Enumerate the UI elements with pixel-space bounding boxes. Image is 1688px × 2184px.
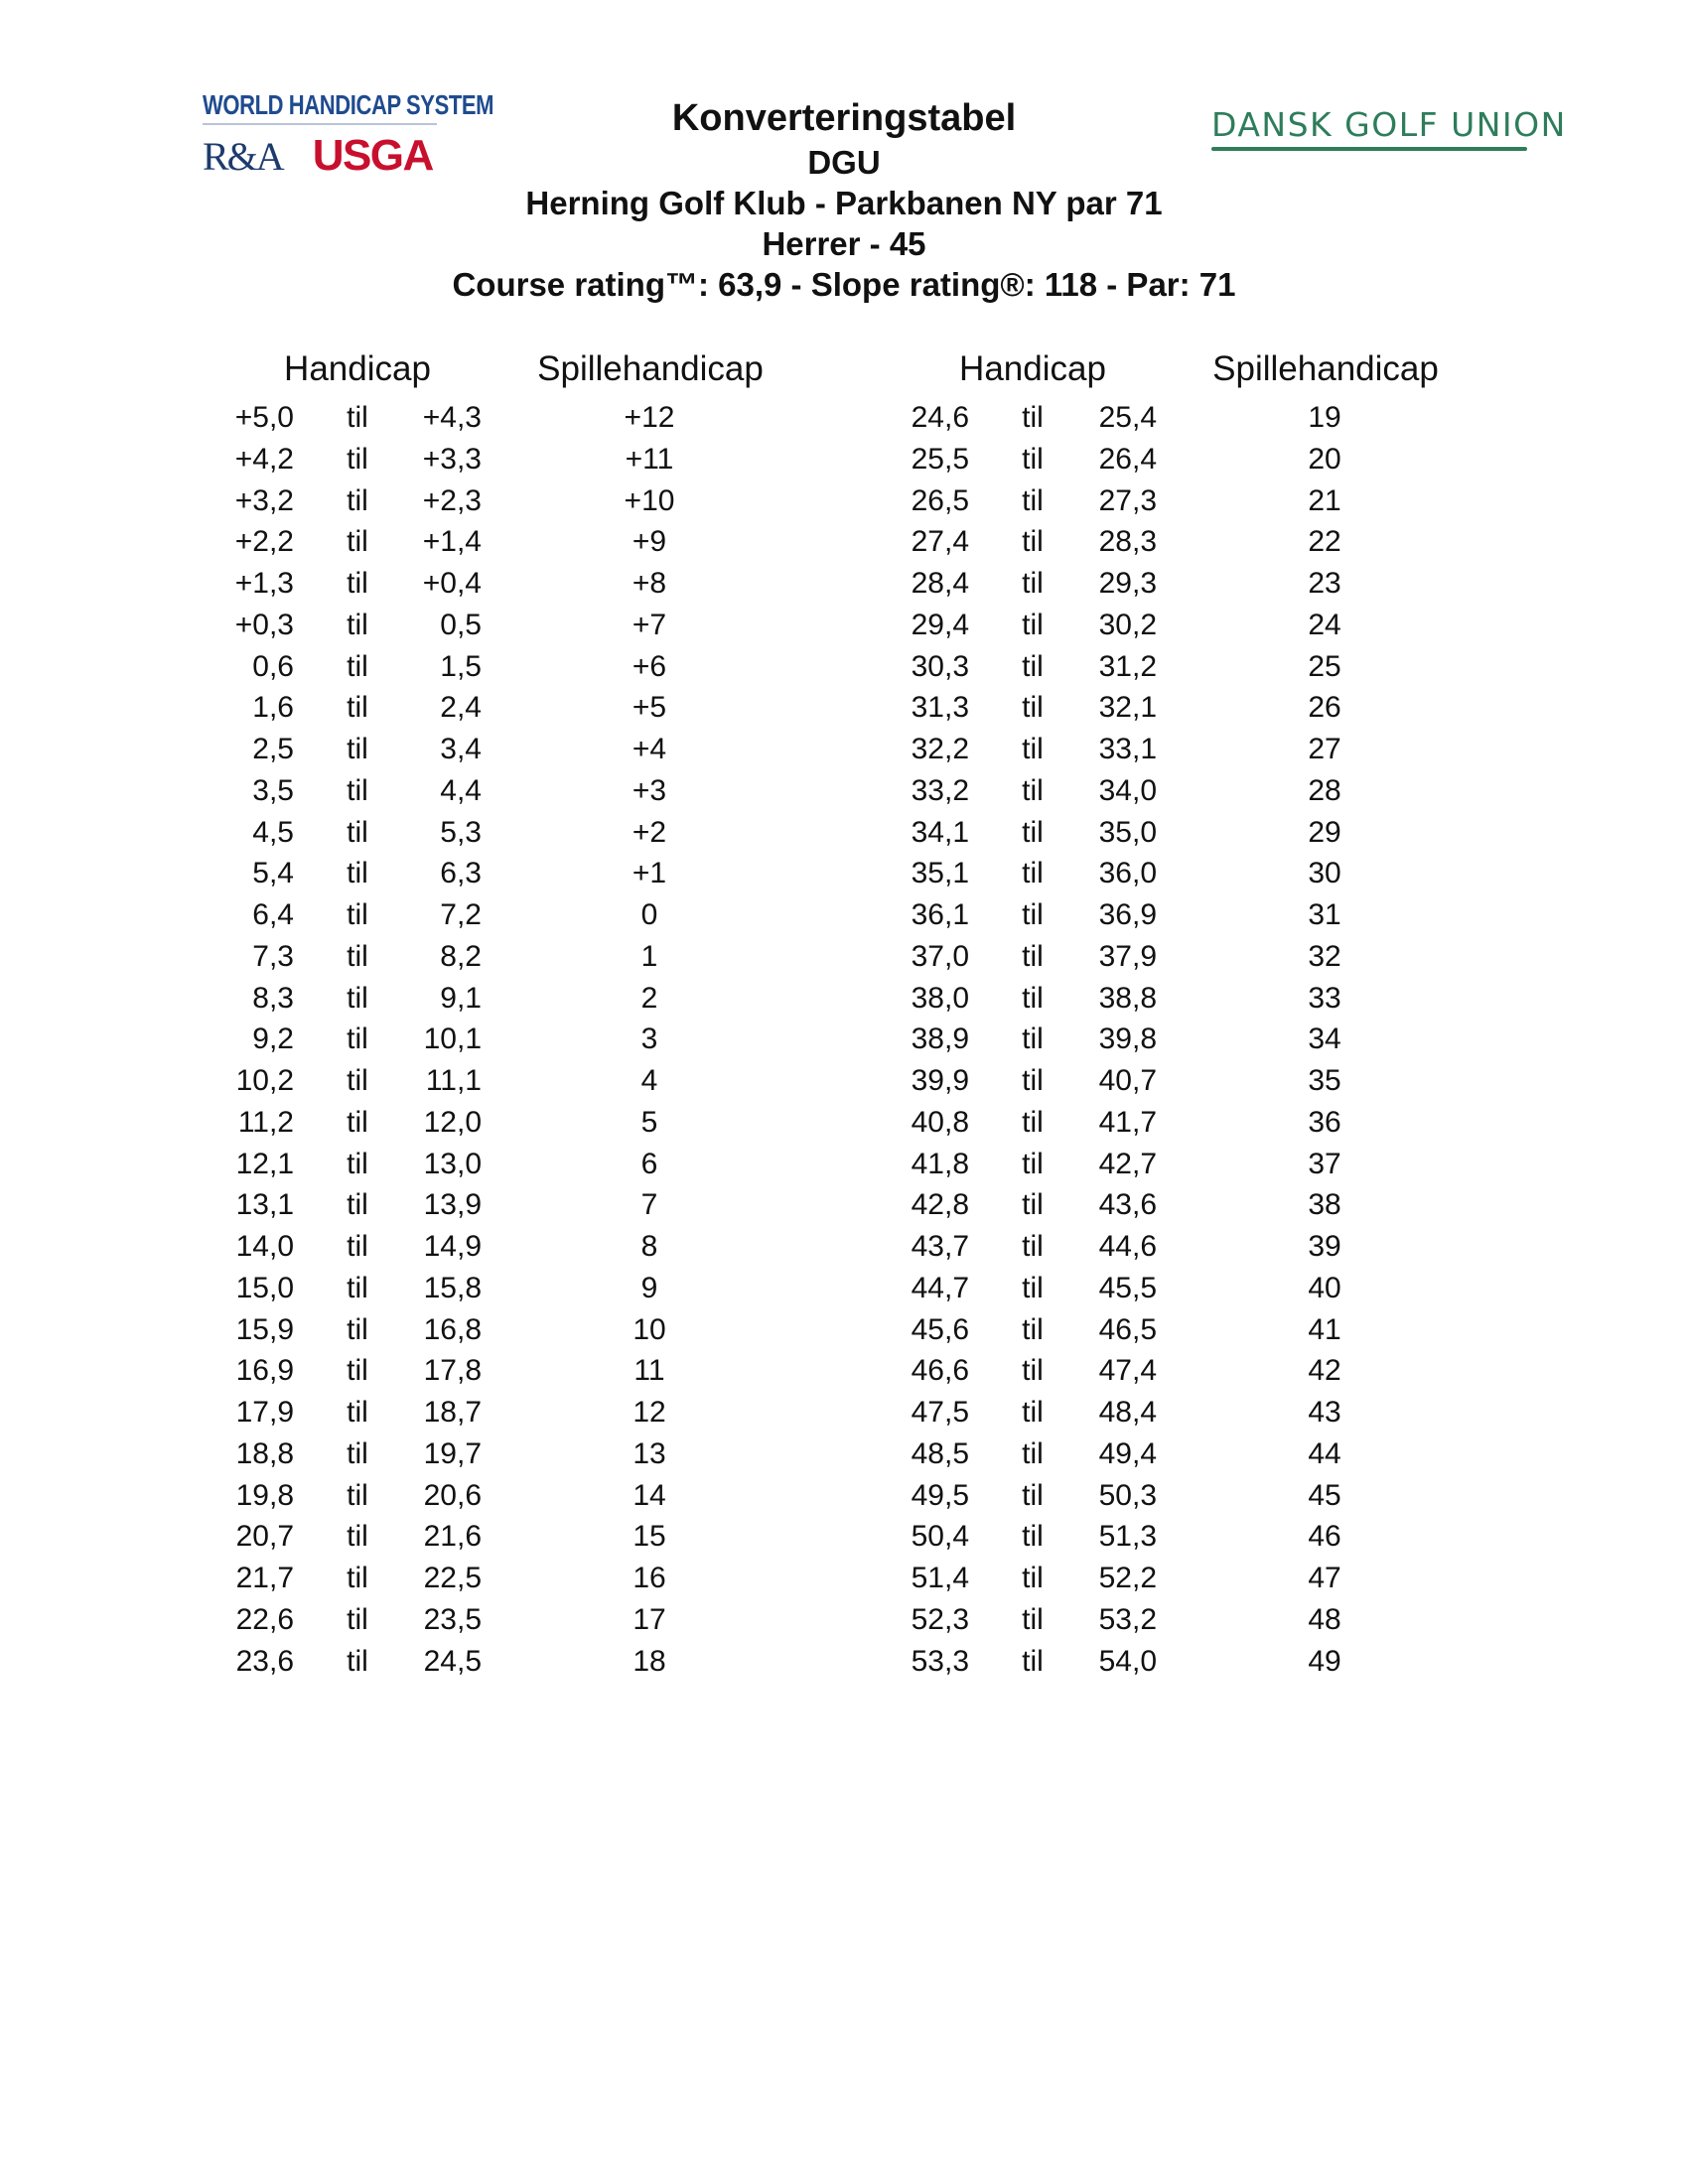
handicap-from: 3,5 <box>252 773 294 807</box>
handicap-from: 1,6 <box>252 691 294 725</box>
organization: DGU <box>807 144 881 181</box>
handicap-from: 30,3 <box>911 649 969 683</box>
handicap-from: 9,2 <box>252 1023 294 1056</box>
handicap-from: 19,8 <box>235 1478 294 1512</box>
table-row <box>0 812 1688 854</box>
handicap-from: 28,4 <box>911 567 969 600</box>
handicap-from: 38,0 <box>911 981 969 1015</box>
range-word: til <box>1022 483 1044 517</box>
range-word: til <box>1022 1436 1044 1470</box>
range-word: til <box>347 1436 368 1470</box>
handicap-from: 20,7 <box>235 1520 294 1554</box>
handicap-to: 40,7 <box>1098 1064 1157 1097</box>
playing-handicap: 21 <box>1308 483 1341 517</box>
right-playing-handicap-header: Spillehandicap <box>1212 349 1439 388</box>
handicap-to: 3,4 <box>440 733 482 765</box>
playing-handicap: 25 <box>1308 649 1341 683</box>
playing-handicap: 18 <box>633 1644 666 1678</box>
handicap-to: 7,2 <box>440 898 482 931</box>
range-word: til <box>347 1188 368 1222</box>
playing-handicap: +5 <box>632 691 667 725</box>
table-row <box>0 646 1688 688</box>
handicap-to: 16,8 <box>423 1312 482 1346</box>
range-word: til <box>347 815 368 849</box>
range-word: til <box>1022 1644 1044 1678</box>
handicap-to: 36,0 <box>1098 857 1157 890</box>
range-word: til <box>1022 649 1044 683</box>
range-word: til <box>1022 1230 1044 1263</box>
left-handicap-header: Handicap <box>284 349 431 388</box>
range-word: til <box>347 1312 368 1346</box>
handicap-from: 17,9 <box>235 1396 294 1429</box>
playing-handicap: 8 <box>640 1230 658 1263</box>
handicap-to: 13,0 <box>423 1147 482 1180</box>
range-word: til <box>347 1396 368 1429</box>
handicap-to: 45,5 <box>1098 1271 1157 1304</box>
table-row <box>0 1599 1688 1641</box>
handicap-to: 51,3 <box>1098 1520 1157 1554</box>
range-word: til <box>347 1064 368 1097</box>
range-word: til <box>347 1602 368 1636</box>
table-row <box>0 1102 1688 1144</box>
playing-handicap: 7 <box>640 1188 658 1222</box>
handicap-from: 42,8 <box>911 1188 969 1222</box>
playing-handicap: +6 <box>632 649 667 683</box>
handicap-from: 37,0 <box>911 939 969 973</box>
handicap-to: 9,1 <box>440 981 482 1015</box>
handicap-to: 21,6 <box>423 1520 482 1554</box>
range-word: til <box>1022 1023 1044 1056</box>
range-word: til <box>347 567 368 600</box>
table-row <box>0 563 1688 605</box>
handicap-to: 41,7 <box>1098 1105 1157 1139</box>
handicap-from: 31,3 <box>911 691 969 725</box>
rating-info: Course rating™: 63,9 - Slope rating®: 118 - Par: 71 <box>452 266 1236 303</box>
range-word: til <box>1022 939 1044 973</box>
playing-handicap: 41 <box>1308 1312 1341 1346</box>
handicap-from: 49,5 <box>911 1478 969 1512</box>
playing-handicap: 35 <box>1308 1064 1341 1097</box>
handicap-from: 11,2 <box>237 1105 294 1139</box>
playing-handicap: 32 <box>1308 939 1341 973</box>
handicap-from: 0,6 <box>252 649 294 683</box>
range-word: til <box>347 1562 368 1594</box>
playing-handicap: 26 <box>1308 691 1341 725</box>
handicap-to: 10,1 <box>423 1023 482 1056</box>
table-row <box>0 1019 1688 1060</box>
handicap-from: 39,9 <box>911 1064 969 1097</box>
handicap-from: 21,7 <box>235 1562 294 1594</box>
range-word: til <box>347 733 368 765</box>
table-row <box>0 1309 1688 1351</box>
range-word: til <box>1022 815 1044 849</box>
handicap-to: +1,4 <box>422 525 482 559</box>
handicap-to: 12,0 <box>423 1105 482 1139</box>
playing-handicap: 39 <box>1308 1230 1341 1263</box>
playing-handicap: +11 <box>625 442 674 476</box>
handicap-to: 37,9 <box>1098 939 1157 973</box>
handicap-from: 52,3 <box>911 1602 969 1636</box>
playing-handicap: 2 <box>640 981 658 1015</box>
handicap-from: 40,8 <box>911 1105 969 1139</box>
handicap-from: 7,3 <box>252 939 294 973</box>
document-header <box>0 94 1688 305</box>
whs-logo-title: WORLD HANDICAP SYSTEM <box>203 89 494 121</box>
playing-handicap: 13 <box>633 1436 666 1470</box>
handicap-to: 34,0 <box>1098 773 1157 807</box>
table-row <box>0 1558 1688 1599</box>
table-row <box>0 1433 1688 1475</box>
handicap-to: 24,5 <box>423 1644 482 1678</box>
range-word: til <box>347 1105 368 1139</box>
range-word: til <box>1022 1562 1044 1594</box>
playing-handicap: +2 <box>632 815 667 849</box>
range-word: til <box>1022 773 1044 807</box>
handicap-to: 28,3 <box>1098 525 1157 559</box>
handicap-to: 32,1 <box>1098 691 1157 725</box>
page-title: Konverteringstabel <box>671 97 1017 139</box>
table-row <box>0 770 1688 812</box>
handicap-to: 30,2 <box>1098 608 1157 641</box>
handicap-from: 13,1 <box>235 1188 294 1222</box>
handicap-from: 10,2 <box>235 1064 294 1097</box>
handicap-to: 14,9 <box>423 1230 482 1263</box>
playing-handicap: 30 <box>1308 857 1341 890</box>
handicap-from: +0,3 <box>234 608 294 641</box>
table-row <box>0 894 1688 936</box>
handicap-to: 26,4 <box>1098 442 1157 476</box>
table-row <box>0 521 1688 563</box>
handicap-to: +2,3 <box>422 483 482 517</box>
handicap-to: 43,6 <box>1098 1188 1157 1222</box>
playing-handicap: 14 <box>633 1478 666 1512</box>
handicap-from: 33,2 <box>911 773 969 807</box>
handicap-from: 8,3 <box>252 981 294 1015</box>
right-conversion-table <box>0 397 1688 1682</box>
playing-handicap: 17 <box>633 1602 666 1636</box>
handicap-to: 8,2 <box>440 939 482 973</box>
playing-handicap: 11 <box>633 1354 665 1388</box>
playing-handicap: 20 <box>1308 442 1341 476</box>
handicap-to: 38,8 <box>1098 981 1157 1015</box>
handicap-from: 48,5 <box>911 1436 969 1470</box>
range-word: til <box>1022 401 1044 434</box>
handicap-to: 52,2 <box>1098 1562 1157 1594</box>
range-word: til <box>347 857 368 890</box>
range-word: til <box>1022 981 1044 1015</box>
playing-handicap: 15 <box>633 1520 666 1554</box>
table-row <box>0 936 1688 978</box>
range-word: til <box>347 442 368 476</box>
range-word: til <box>1022 525 1044 559</box>
handicap-from: 22,6 <box>235 1602 294 1636</box>
handicap-from: +5,0 <box>234 401 294 434</box>
handicap-to: 46,5 <box>1098 1312 1157 1346</box>
playing-handicap: 36 <box>1308 1105 1341 1139</box>
range-word: til <box>1022 1105 1044 1139</box>
handicap-from: 38,9 <box>911 1023 969 1056</box>
handicap-to: 15,8 <box>423 1271 482 1304</box>
handicap-from: 15,0 <box>235 1271 294 1304</box>
playing-handicap: 28 <box>1308 773 1341 807</box>
range-word: til <box>1022 1271 1044 1304</box>
handicap-from: 15,9 <box>235 1312 294 1346</box>
playing-handicap: 10 <box>633 1312 666 1346</box>
range-word: til <box>347 1644 368 1678</box>
handicap-from: 43,7 <box>911 1230 969 1263</box>
range-word: til <box>347 401 368 434</box>
range-word: til <box>347 1354 368 1388</box>
handicap-from: 46,6 <box>911 1354 969 1388</box>
handicap-from: +4,2 <box>234 442 294 476</box>
table-row <box>0 480 1688 522</box>
right-handicap-header: Handicap <box>959 349 1106 388</box>
handicap-from: 47,5 <box>911 1396 969 1429</box>
handicap-to: 17,8 <box>423 1354 482 1388</box>
range-word: til <box>347 525 368 559</box>
playing-handicap: +7 <box>632 608 667 641</box>
range-word: til <box>1022 898 1044 931</box>
table-row <box>0 439 1688 480</box>
handicap-to: 54,0 <box>1098 1644 1157 1678</box>
range-word: til <box>1022 1478 1044 1512</box>
handicap-to: 0,5 <box>440 608 482 641</box>
range-word: til <box>347 483 368 517</box>
handicap-from: 16,9 <box>235 1354 294 1388</box>
range-word: til <box>347 1271 368 1304</box>
range-word: til <box>1022 608 1044 641</box>
playing-handicap: 23 <box>1308 567 1341 600</box>
handicap-from: +3,2 <box>234 483 294 517</box>
playing-handicap: 44 <box>1308 1436 1341 1470</box>
playing-handicap: 22 <box>1308 525 1341 559</box>
handicap-to: 2,4 <box>440 691 482 725</box>
table-row <box>0 1184 1688 1226</box>
handicap-to: 50,3 <box>1098 1478 1157 1512</box>
handicap-from: 25,5 <box>911 442 969 476</box>
playing-handicap: 19 <box>1308 401 1341 434</box>
handicap-to: 13,9 <box>423 1188 482 1222</box>
handicap-to: 18,7 <box>423 1396 482 1429</box>
left-playing-handicap-header: Spillehandicap <box>537 349 764 388</box>
handicap-to: +0,4 <box>422 567 482 600</box>
handicap-to: 35,0 <box>1098 815 1157 849</box>
range-word: til <box>347 649 368 683</box>
playing-handicap: 48 <box>1308 1602 1341 1636</box>
course-name: Herning Golf Klub - Parkbanen NY par 71 <box>525 185 1163 221</box>
table-row <box>0 729 1688 770</box>
handicap-to: 29,3 <box>1098 567 1157 600</box>
handicap-to: 11,1 <box>425 1064 482 1097</box>
playing-handicap: 16 <box>633 1562 666 1594</box>
handicap-from: +1,3 <box>234 567 294 600</box>
playing-handicap: 27 <box>1308 733 1341 765</box>
table-row <box>0 1144 1688 1185</box>
range-word: til <box>1022 1520 1044 1554</box>
table-row <box>0 1060 1688 1102</box>
table-row <box>0 1641 1688 1683</box>
playing-handicap: 33 <box>1308 981 1341 1015</box>
handicap-from: 32,2 <box>911 733 969 765</box>
handicap-to: 23,5 <box>423 1602 482 1636</box>
range-word: til <box>347 939 368 973</box>
playing-handicap: +12 <box>624 401 675 434</box>
handicap-from: 4,5 <box>252 815 294 849</box>
handicap-from: 12,1 <box>235 1147 294 1180</box>
range-word: til <box>1022 733 1044 765</box>
range-word: til <box>1022 691 1044 725</box>
playing-handicap: 38 <box>1308 1188 1341 1222</box>
handicap-to: 48,4 <box>1098 1396 1157 1429</box>
usga-logo: USGA <box>312 131 433 180</box>
range-word: til <box>1022 1147 1044 1180</box>
tee-info: Herrer - 45 <box>762 225 926 262</box>
range-word: til <box>1022 1064 1044 1097</box>
table-row <box>0 605 1688 646</box>
handicap-to: +3,3 <box>422 442 482 476</box>
handicap-from: 50,4 <box>911 1520 969 1554</box>
playing-handicap: 4 <box>640 1064 658 1097</box>
handicap-from: 51,4 <box>911 1562 969 1594</box>
range-word: til <box>1022 1188 1044 1222</box>
playing-handicap: +1 <box>632 857 667 890</box>
handicap-from: 44,7 <box>911 1271 969 1304</box>
range-word: til <box>1022 442 1044 476</box>
range-word: til <box>347 1023 368 1056</box>
handicap-from: 34,1 <box>911 815 969 849</box>
ra-logo: R&A <box>203 134 283 179</box>
playing-handicap: 29 <box>1308 815 1341 849</box>
handicap-from: 41,8 <box>911 1147 969 1180</box>
playing-handicap: +4 <box>632 733 667 765</box>
handicap-from: 14,0 <box>235 1230 294 1263</box>
range-word: til <box>347 608 368 641</box>
playing-handicap: 49 <box>1308 1644 1341 1678</box>
range-word: til <box>347 981 368 1015</box>
playing-handicap: 40 <box>1308 1271 1341 1304</box>
playing-handicap: 6 <box>640 1147 658 1180</box>
handicap-to: 36,9 <box>1098 898 1157 931</box>
handicap-from: 24,6 <box>911 401 969 434</box>
table-row <box>0 1516 1688 1558</box>
handicap-from: 26,5 <box>911 483 969 517</box>
playing-handicap: +8 <box>632 567 667 600</box>
playing-handicap: +3 <box>632 773 667 807</box>
handicap-to: 27,3 <box>1098 483 1157 517</box>
handicap-to: +4,3 <box>422 401 482 434</box>
handicap-from: 2,5 <box>252 733 294 765</box>
handicap-to: 31,2 <box>1098 649 1157 683</box>
range-word: til <box>1022 1354 1044 1388</box>
range-word: til <box>347 898 368 931</box>
table-row <box>0 853 1688 894</box>
handicap-from: 23,6 <box>235 1644 294 1678</box>
handicap-from: +2,2 <box>234 525 294 559</box>
table-row <box>0 1475 1688 1517</box>
handicap-from: 45,6 <box>911 1312 969 1346</box>
range-word: til <box>1022 1312 1044 1346</box>
range-word: til <box>347 1147 368 1180</box>
range-word: til <box>1022 857 1044 890</box>
handicap-to: 39,8 <box>1098 1023 1157 1056</box>
table-row <box>0 687 1688 729</box>
playing-handicap: 9 <box>640 1271 658 1304</box>
range-word: til <box>1022 567 1044 600</box>
playing-handicap: 42 <box>1308 1354 1341 1388</box>
handicap-to: 20,6 <box>423 1478 482 1512</box>
handicap-to: 5,3 <box>440 815 482 849</box>
playing-handicap: 12 <box>633 1396 666 1429</box>
handicap-from: 36,1 <box>911 898 969 931</box>
handicap-from: 29,4 <box>911 608 969 641</box>
playing-handicap: 34 <box>1308 1023 1341 1056</box>
range-word: til <box>347 1520 368 1554</box>
playing-handicap: 24 <box>1308 608 1341 641</box>
table-row <box>0 1226 1688 1268</box>
range-word: til <box>347 1230 368 1263</box>
table-row <box>0 1268 1688 1309</box>
playing-handicap: 46 <box>1308 1520 1341 1554</box>
handicap-to: 22,5 <box>423 1562 482 1594</box>
playing-handicap: 31 <box>1308 898 1341 931</box>
playing-handicap: +9 <box>632 525 667 559</box>
playing-handicap: +10 <box>624 483 675 517</box>
table-row <box>0 1350 1688 1392</box>
range-word: til <box>1022 1396 1044 1429</box>
handicap-from: 27,4 <box>911 525 969 559</box>
handicap-to: 1,5 <box>440 649 482 683</box>
handicap-from: 6,4 <box>252 898 294 931</box>
table-row <box>0 978 1688 1020</box>
handicap-to: 19,7 <box>423 1436 482 1470</box>
handicap-to: 42,7 <box>1098 1147 1157 1180</box>
range-word: til <box>347 691 368 725</box>
handicap-to: 47,4 <box>1098 1354 1157 1388</box>
playing-handicap: 45 <box>1308 1478 1341 1512</box>
handicap-from: 18,8 <box>235 1436 294 1470</box>
range-word: til <box>347 773 368 807</box>
handicap-to: 44,6 <box>1098 1230 1157 1263</box>
handicap-from: 5,4 <box>252 857 294 890</box>
handicap-to: 53,2 <box>1098 1602 1157 1636</box>
playing-handicap: 47 <box>1308 1562 1341 1594</box>
handicap-to: 49,4 <box>1098 1436 1157 1470</box>
handicap-to: 25,4 <box>1098 401 1157 434</box>
playing-handicap: 0 <box>640 898 658 931</box>
dgu-logo-text: DANSK GOLF UNION <box>1211 105 1567 144</box>
handicap-to: 33,1 <box>1098 733 1157 765</box>
handicap-from: 53,3 <box>911 1644 969 1678</box>
playing-handicap: 3 <box>640 1023 658 1056</box>
playing-handicap: 1 <box>640 939 658 973</box>
handicap-to: 6,3 <box>440 857 482 890</box>
playing-handicap: 5 <box>640 1105 658 1139</box>
handicap-to: 4,4 <box>440 773 482 807</box>
table-row <box>0 1392 1688 1433</box>
playing-handicap: 37 <box>1308 1147 1341 1180</box>
table-row <box>0 397 1688 439</box>
range-word: til <box>347 1478 368 1512</box>
playing-handicap: 43 <box>1308 1396 1341 1429</box>
range-word: til <box>1022 1602 1044 1636</box>
handicap-from: 35,1 <box>911 857 969 890</box>
